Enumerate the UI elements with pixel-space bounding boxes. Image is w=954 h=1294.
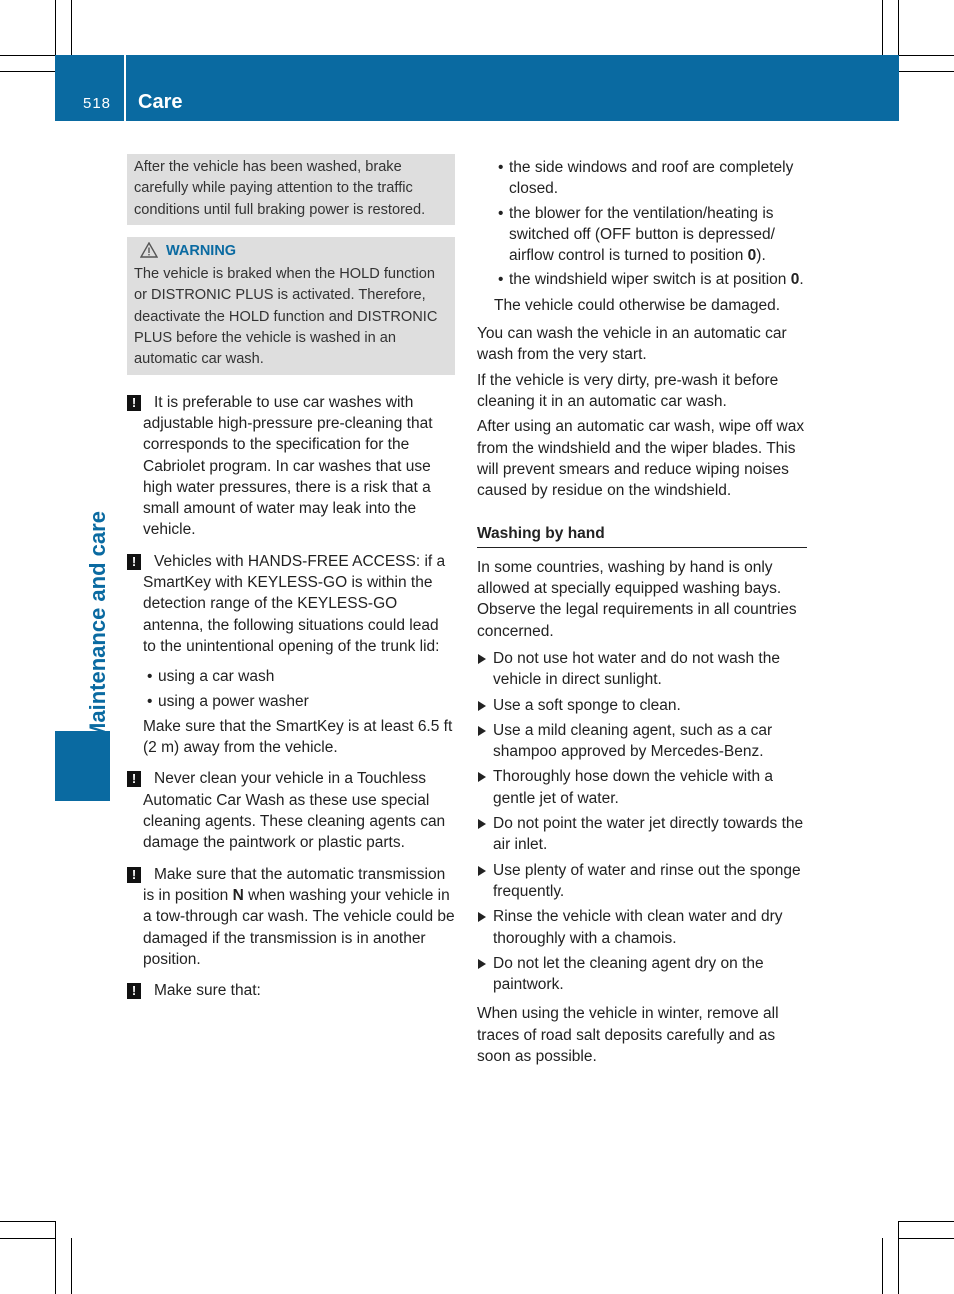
instruction-step: Rinse the vehicle with clean water and dry thoroughly with a chamois.: [477, 906, 807, 949]
header-divider: [124, 55, 126, 121]
instruction-step: Use a mild cleaning agent, such as a car shampoo approved by Mercedes-Benz.: [477, 720, 807, 763]
paragraph: In some countries, washing by hand is only allowed at specially equipped washing bays. Observe the legal requirements in all countries concerned.: [477, 558, 797, 640]
list-item: • the side windows and roof are completely closed.: [494, 157, 807, 200]
note-icon: !: [127, 554, 141, 570]
list-item: • the blower for the ventilation/heating is switched off (OFF button is depressed/ airflow control is turned to position 0).: [494, 203, 807, 267]
paragraph: If the vehicle is very dirty, pre-wash it before cleaning it in an automatic car wash.: [477, 371, 779, 410]
instruction-step: Use a soft sponge to clean.: [477, 695, 807, 716]
side-tab-marker: [55, 731, 110, 801]
instruction-step: Do not point the water jet directly towards the air inlet.: [477, 813, 807, 856]
section-title: Care: [138, 91, 183, 113]
step-arrow-icon: [478, 772, 486, 782]
note-text: Never clean your vehicle in a Touchless Automatic Car Wash as these use special cleaning agents. These cleaning agents can damage the paintwork or plastic parts.: [143, 770, 446, 852]
step-arrow-icon: [478, 654, 486, 664]
right-column: [477, 154, 807, 1071]
instruction-step: Thoroughly hose down the vehicle with a gentle jet of water.: [477, 766, 807, 809]
page-number: 518: [83, 95, 112, 112]
note-high-pressure: [127, 392, 455, 541]
paragraph: You can wash the vehicle in an automatic car wash from the very start.: [477, 325, 787, 364]
step-arrow-icon: [478, 912, 486, 922]
note-icon: !: [127, 867, 141, 883]
warning-heading: [134, 241, 449, 262]
crop-mark: [71, 0, 72, 56]
note-icon: !: [127, 395, 141, 411]
left-column: [127, 154, 455, 1011]
crop-mark: [0, 1221, 56, 1222]
note-make-sure: [127, 980, 455, 1001]
warning-triangle-icon: [140, 242, 158, 258]
instruction-step: Use plenty of water and rinse out the sponge frequently.: [477, 860, 807, 903]
crop-mark: [898, 71, 954, 72]
crop-mark: [898, 1238, 954, 1239]
crop-mark: [0, 1238, 56, 1239]
crop-mark: [0, 55, 56, 56]
warning-text: The vehicle is braked when the HOLD function or DISTRONIC PLUS is activated. Therefore, deactivate the HOLD function and DISTRONIC PLUS before the vehicle is washed in an automatic car wash.: [134, 266, 438, 368]
note-text: Make sure that:: [154, 982, 261, 1000]
list-item: • the windshield wiper switch is at position 0.: [494, 269, 807, 290]
step-arrow-icon: [478, 819, 486, 829]
crop-mark: [55, 1222, 56, 1294]
crop-mark: [898, 1222, 899, 1294]
page-header: [55, 55, 899, 121]
list-item: • using a car wash: [143, 666, 455, 687]
warning-label: WARNING: [166, 242, 237, 259]
crop-mark: [898, 1221, 954, 1222]
list-item: • using a power washer: [143, 691, 455, 712]
instruction-step: Do not let the cleaning agent dry on the paintwork.: [477, 953, 807, 996]
note-text: Make sure that the automatic transmission is in position N when washing your vehicle in a tow-through car wash. The vehicle could be damaged if the transmission is in another position.: [143, 865, 455, 968]
subheading: Washing by hand: [477, 523, 807, 547]
info-box: After the vehicle has been washed, brake carefully while paying attention to the traffic conditions until full braking power is restored.: [127, 154, 455, 225]
step-arrow-icon: [478, 866, 486, 876]
crop-mark: [0, 71, 56, 72]
step-arrow-icon: [478, 701, 486, 711]
note-icon: !: [127, 983, 141, 999]
crop-mark: [882, 0, 883, 56]
crop-mark: [882, 1238, 883, 1294]
crop-mark: [71, 1238, 72, 1294]
paragraph: After using an automatic car wash, wipe off wax from the windshield and the wiper blades. This will prevent smears and reduce wiping noises caused by residue on the windshield.: [477, 418, 805, 500]
paragraph: When using the vehicle in winter, remove all traces of road salt deposits carefully and as soon as possible.: [477, 1005, 779, 1065]
note-transmission: [127, 864, 455, 970]
step-arrow-icon: [478, 726, 486, 736]
side-tab-label: Maintenance and care: [85, 511, 110, 741]
note-text: Make sure that the SmartKey is at least 6.5 ft (2 m) away from the vehicle.: [143, 717, 453, 757]
note-text: Vehicles with HANDS-FREE ACCESS: if a SmartKey with KEYLESS-GO is within the detection range of the KEYLESS-GO antenna, the following situations could lead to the unintentional opening of the trunk lid:: [143, 552, 446, 655]
note-icon: !: [127, 771, 141, 787]
crop-mark: [898, 55, 954, 56]
instruction-step: Do not use hot water and do not wash the vehicle in direct sunlight.: [477, 648, 807, 691]
note-touchless: [127, 768, 455, 853]
paragraph: The vehicle could otherwise be damaged.: [494, 296, 781, 314]
warning-box: [127, 237, 455, 375]
note-hands-free: [127, 551, 455, 759]
note-text: It is preferable to use car washes with adjustable high-pressure pre-cleaning that corresponds to the specification for the Cabriolet program. In car washes that use high water pressures, there is a risk that a small amount of water may leak into the vehicle.: [143, 393, 433, 539]
step-arrow-icon: [478, 959, 486, 969]
